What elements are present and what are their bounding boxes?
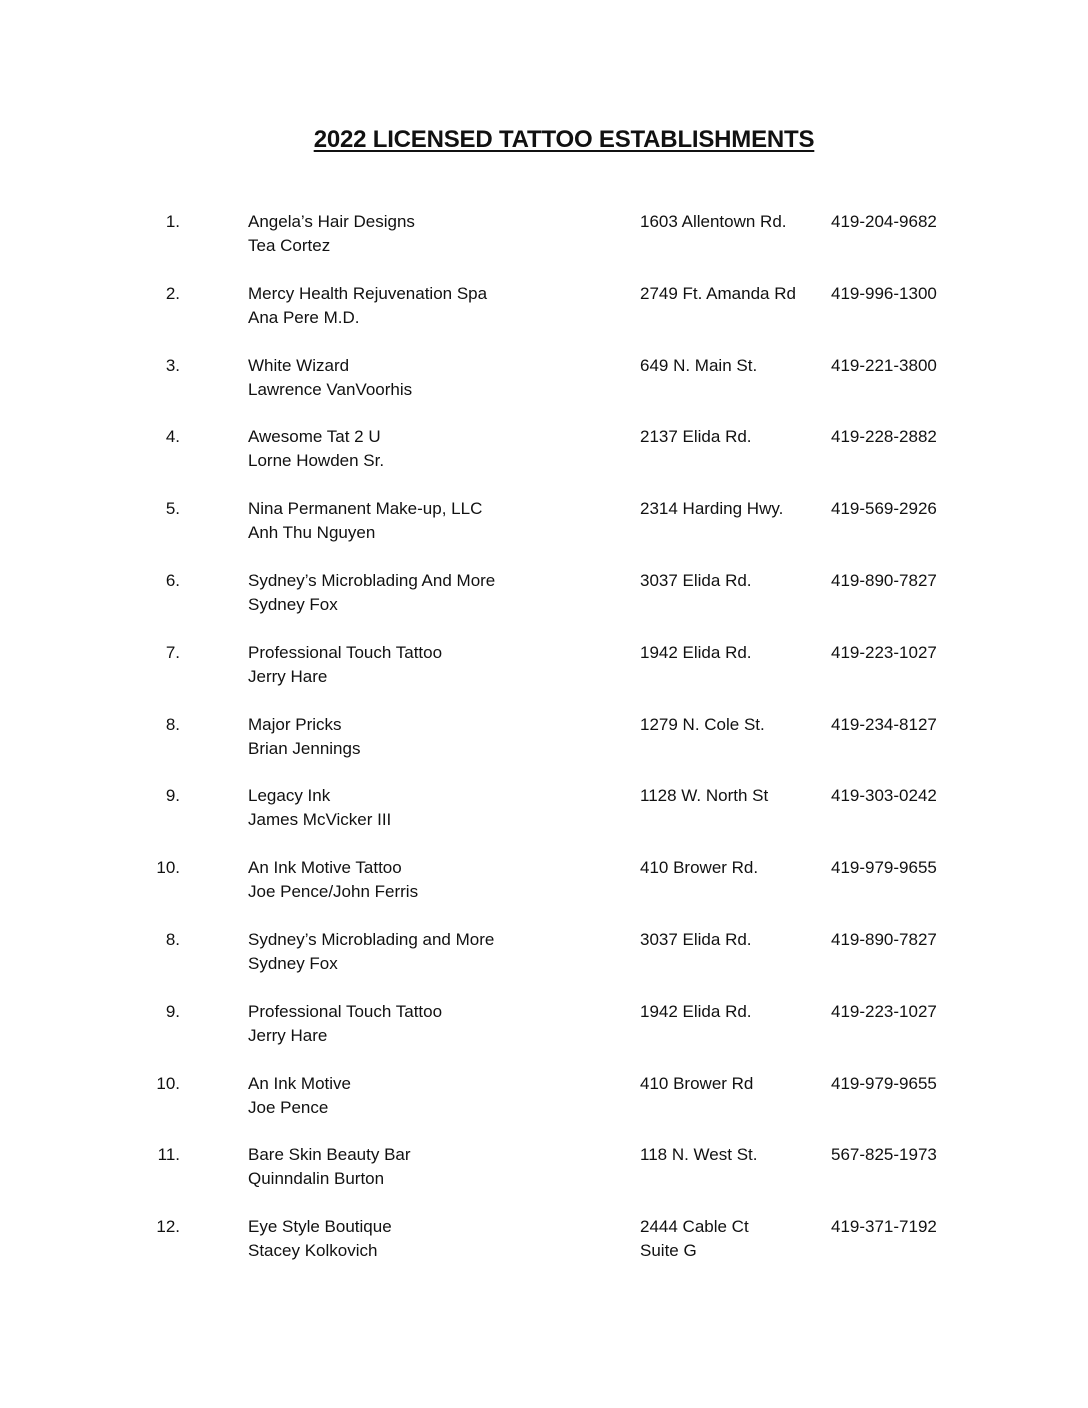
entry-name-block — [248, 1143, 411, 1191]
phone: 419-234-8127 — [831, 714, 937, 734]
address: 2314 Harding Hwy. — [640, 499, 784, 519]
list-item — [0, 1143, 1088, 1215]
entry-name-block — [248, 856, 418, 904]
owner-name: Lawrence VanVoorhis — [248, 379, 413, 399]
phone: 419-221-3800 — [831, 355, 937, 375]
phone: 419-223-1027 — [831, 642, 937, 662]
entry-address-block — [640, 569, 752, 593]
phone: 419-979-9655 — [831, 858, 937, 878]
entry-number: 3. — [165, 355, 180, 375]
business-name: Awesome Tat 2 U — [248, 427, 381, 447]
owner-name: Stacey Kolkovich — [248, 1241, 378, 1261]
entry-name-block — [248, 928, 494, 976]
entry-address-block — [640, 784, 768, 808]
entry-address-block — [640, 928, 752, 952]
entry-number: 11. — [157, 1145, 180, 1165]
list-item — [0, 282, 1088, 354]
entry-number: 2. — [165, 283, 180, 303]
entry-number: 10. — [156, 858, 180, 878]
entry-name-block — [248, 210, 415, 258]
phone: 419-569-2926 — [831, 499, 937, 519]
page-title: 2022 LICENSED TATTOO ESTABLISHMENTS — [313, 126, 815, 153]
owner-name: Joe Pence/John Ferris — [248, 882, 419, 902]
establishment-list — [0, 210, 1088, 1287]
entry-number: 8. — [165, 929, 180, 949]
address: 1128 W. North St — [640, 786, 769, 806]
entry-number: 9. — [165, 786, 180, 806]
owner-name: Lorne Howden Sr. — [248, 451, 385, 471]
entry-number: 8. — [165, 714, 180, 734]
business-name: Angela’s Hair Designs — [248, 212, 415, 231]
phone: 419-228-2882 — [831, 427, 937, 447]
entry-address-block — [640, 282, 796, 306]
business-name: Nina Permanent Make-up, LLC — [248, 499, 483, 519]
business-name: Professional Touch Tattoo — [248, 642, 443, 662]
entry-number: 6. — [165, 570, 180, 590]
list-item — [0, 569, 1088, 641]
business-name: White Wizard — [248, 355, 350, 375]
entry-address-block — [640, 497, 783, 521]
phone: 419-890-7827 — [831, 929, 937, 949]
list-item — [0, 1000, 1088, 1072]
entry-name-block — [248, 425, 384, 473]
business-name: Sydney’s Microblading And More — [248, 570, 496, 590]
list-item — [0, 928, 1088, 1000]
owner-name: Tea Cortez — [248, 236, 331, 255]
entry-number: 10. — [156, 1073, 180, 1093]
list-item — [0, 713, 1088, 785]
address: 1603 Allentown Rd. — [640, 212, 787, 231]
list-item — [0, 354, 1088, 426]
business-name: Professional Touch Tattoo — [248, 1001, 443, 1021]
owner-name: James McVicker III — [248, 810, 392, 830]
list-item — [0, 1215, 1088, 1287]
entry-name-block — [248, 641, 442, 689]
entry-address-block — [640, 210, 787, 234]
phone: 419-204-9682 — [831, 212, 937, 231]
entry-address-block — [640, 641, 752, 665]
address-line-2: Suite G — [640, 1241, 697, 1261]
entry-number: 5. — [165, 499, 180, 519]
list-item — [0, 210, 1088, 282]
address: 2749 Ft. Amanda Rd — [640, 283, 796, 303]
entry-name-block — [248, 713, 360, 761]
phone: 419-890-7827 — [831, 570, 937, 590]
entry-name-block — [248, 1072, 351, 1120]
list-item — [0, 641, 1088, 713]
phone: 419-371-7192 — [831, 1217, 937, 1237]
address: 649 N. Main St. — [640, 355, 758, 375]
owner-name: Joe Pence — [248, 1097, 329, 1117]
address: 1942 Elida Rd. — [640, 642, 752, 662]
list-item — [0, 1072, 1088, 1144]
list-item — [0, 856, 1088, 928]
list-item — [0, 497, 1088, 569]
phone: 419-223-1027 — [831, 1001, 937, 1021]
business-name: Legacy Ink — [248, 786, 331, 806]
address: 3037 Elida Rd. — [640, 929, 752, 949]
owner-name: Brian Jennings — [248, 738, 361, 758]
entry-address-block — [640, 713, 765, 737]
owner-name: Ana Pere M.D. — [248, 307, 360, 327]
business-name: Major Pricks — [248, 714, 342, 734]
entry-address-block — [640, 1072, 753, 1096]
address: 118 N. West St. — [640, 1145, 758, 1165]
phone: 419-996-1300 — [831, 283, 937, 303]
list-item — [0, 784, 1088, 856]
business-name: Eye Style Boutique — [248, 1217, 392, 1237]
entry-address-block — [640, 1000, 752, 1024]
entry-name-block — [248, 282, 487, 330]
owner-name: Anh Thu Nguyen — [248, 523, 376, 543]
entry-number: 1. — [165, 212, 180, 231]
entry-name-block — [248, 1215, 392, 1263]
address: 2444 Cable Ct — [640, 1217, 749, 1237]
address: 410 Brower Rd — [640, 1073, 754, 1093]
address: 2137 Elida Rd. — [640, 427, 752, 447]
entry-name-block — [248, 569, 495, 617]
entry-name-block — [248, 354, 412, 402]
address: 410 Brower Rd. — [640, 858, 759, 878]
business-name: Sydney’s Microblading and More — [248, 929, 495, 949]
address: 1942 Elida Rd. — [640, 1001, 752, 1021]
entry-address-block — [640, 1215, 749, 1263]
address: 3037 Elida Rd. — [640, 570, 752, 590]
entry-address-block — [640, 856, 758, 880]
entry-number: 4. — [165, 427, 180, 447]
phone: 419-979-9655 — [831, 1073, 937, 1093]
owner-name: Jerry Hare — [248, 1025, 328, 1045]
business-name: Bare Skin Beauty Bar — [248, 1145, 411, 1165]
entry-name-block — [248, 1000, 442, 1048]
owner-name: Sydney Fox — [248, 594, 338, 614]
entry-number: 7. — [165, 642, 180, 662]
entry-address-block — [640, 425, 752, 449]
business-name: Mercy Health Rejuvenation Spa — [248, 283, 488, 303]
phone: 419-303-0242 — [831, 786, 937, 806]
entry-name-block — [248, 497, 482, 545]
entry-name-block — [248, 784, 391, 832]
entry-number: 9. — [165, 1001, 180, 1021]
owner-name: Sydney Fox — [248, 953, 338, 973]
entry-address-block — [640, 1143, 757, 1167]
business-name: An Ink Motive Tattoo — [248, 858, 402, 878]
entry-number: 12. — [156, 1217, 180, 1237]
entry-address-block — [640, 354, 757, 378]
business-name: An Ink Motive — [248, 1073, 351, 1093]
address: 1279 N. Cole St. — [640, 714, 765, 734]
owner-name: Quinndalin Burton — [248, 1169, 385, 1189]
phone: 567-825-1973 — [831, 1145, 937, 1165]
list-item — [0, 425, 1088, 497]
owner-name: Jerry Hare — [248, 666, 328, 686]
